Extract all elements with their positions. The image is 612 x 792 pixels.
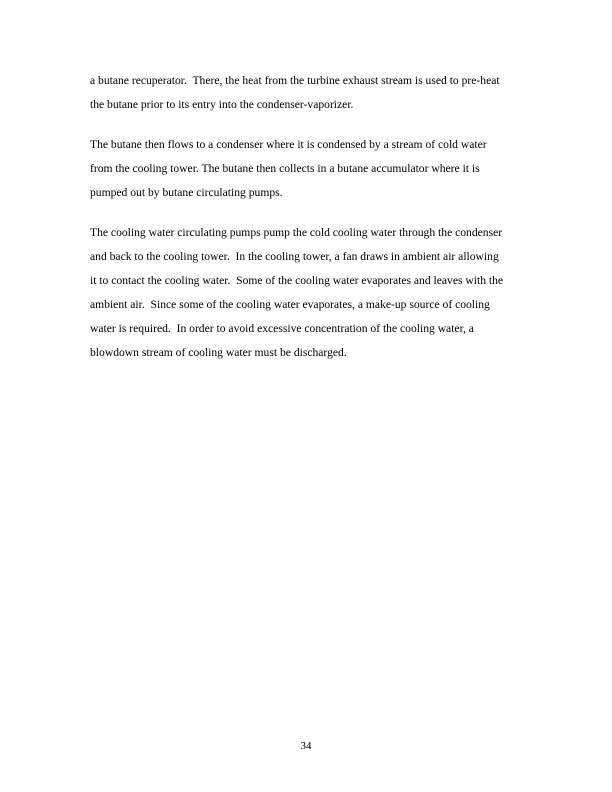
text-line: blowdown stream of cooling water must be discharged.: [90, 346, 347, 359]
paragraph-spacer: [90, 205, 530, 221]
text-line: from the cooling tower. The butane then collects in a butane accumulator where it is: [90, 162, 480, 175]
text-line: ambient air. Since some of the cooling water evaporates, a make-up source of cooling: [90, 298, 490, 311]
text-line: a butane recuperator. There, the heat from the turbine exhaust stream is used to pre-heat: [90, 74, 500, 87]
text-line: The butane then flows to a condenser where it is condensed by a stream of cold water: [90, 138, 487, 151]
paragraph-cooling-water: [90, 221, 530, 365]
text-line: it to contact the cooling water. Some of the cooling water evaporates and leaves with the: [90, 274, 504, 287]
text-line: The cooling water circulating pumps pump the cold cooling water through the condenser: [90, 226, 503, 239]
paragraph-spacer: [90, 117, 530, 133]
text-line: water is required. In order to avoid excessive concentration of the cooling water, a: [90, 322, 474, 335]
body-text: [90, 69, 530, 365]
paragraph-condenser: [90, 133, 530, 205]
page-number: 34: [300, 740, 312, 752]
text-line: the butane prior to its entry into the condenser-vaporizer.: [90, 98, 354, 111]
paragraph-recuperator: [90, 69, 530, 117]
text-line: pumped out by butane circulating pumps.: [90, 186, 283, 199]
text-line: and back to the cooling tower. In the cooling tower, a fan draws in ambient air allowing: [90, 250, 499, 263]
